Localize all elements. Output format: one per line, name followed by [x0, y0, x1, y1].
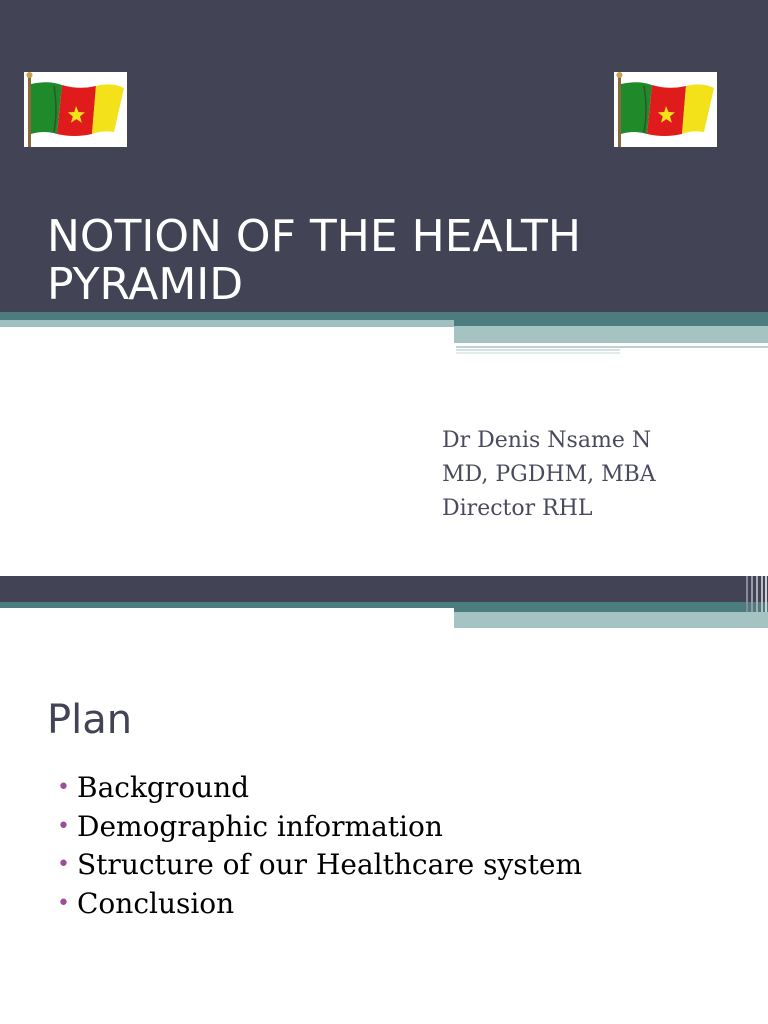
bullet-icon: •: [57, 891, 70, 917]
decorative-lines: [456, 345, 768, 355]
decorative-band: [0, 327, 454, 333]
author-line: Director RHL: [442, 496, 593, 521]
decorative-band: [0, 608, 454, 613]
decorative-band: [454, 612, 768, 628]
author-line: MD, PGDHM, MBA: [442, 462, 656, 487]
decorative-stripes: [744, 576, 768, 612]
decorative-band: [0, 320, 454, 327]
list-item: • Demographic information: [57, 808, 582, 847]
plan-slide-header: [0, 576, 768, 602]
bullet-icon: •: [57, 813, 70, 839]
cameroon-flag-icon: [614, 72, 717, 147]
list-item: • Structure of our Healthcare system: [57, 846, 582, 885]
slide-title: NOTION OF THE HEALTH PYRAMID: [47, 211, 582, 310]
list-item: • Conclusion: [57, 885, 582, 924]
list-item: • Background: [57, 769, 582, 808]
bullet-icon: •: [57, 775, 70, 800]
author-line: Dr Denis Nsame N: [442, 428, 652, 453]
decorative-band: [454, 326, 768, 343]
bullet-icon: •: [57, 852, 70, 878]
slide-title: Plan: [47, 697, 133, 743]
cameroon-flag-icon: [24, 72, 127, 147]
author-block: [442, 424, 656, 526]
bullet-list: [57, 769, 582, 924]
